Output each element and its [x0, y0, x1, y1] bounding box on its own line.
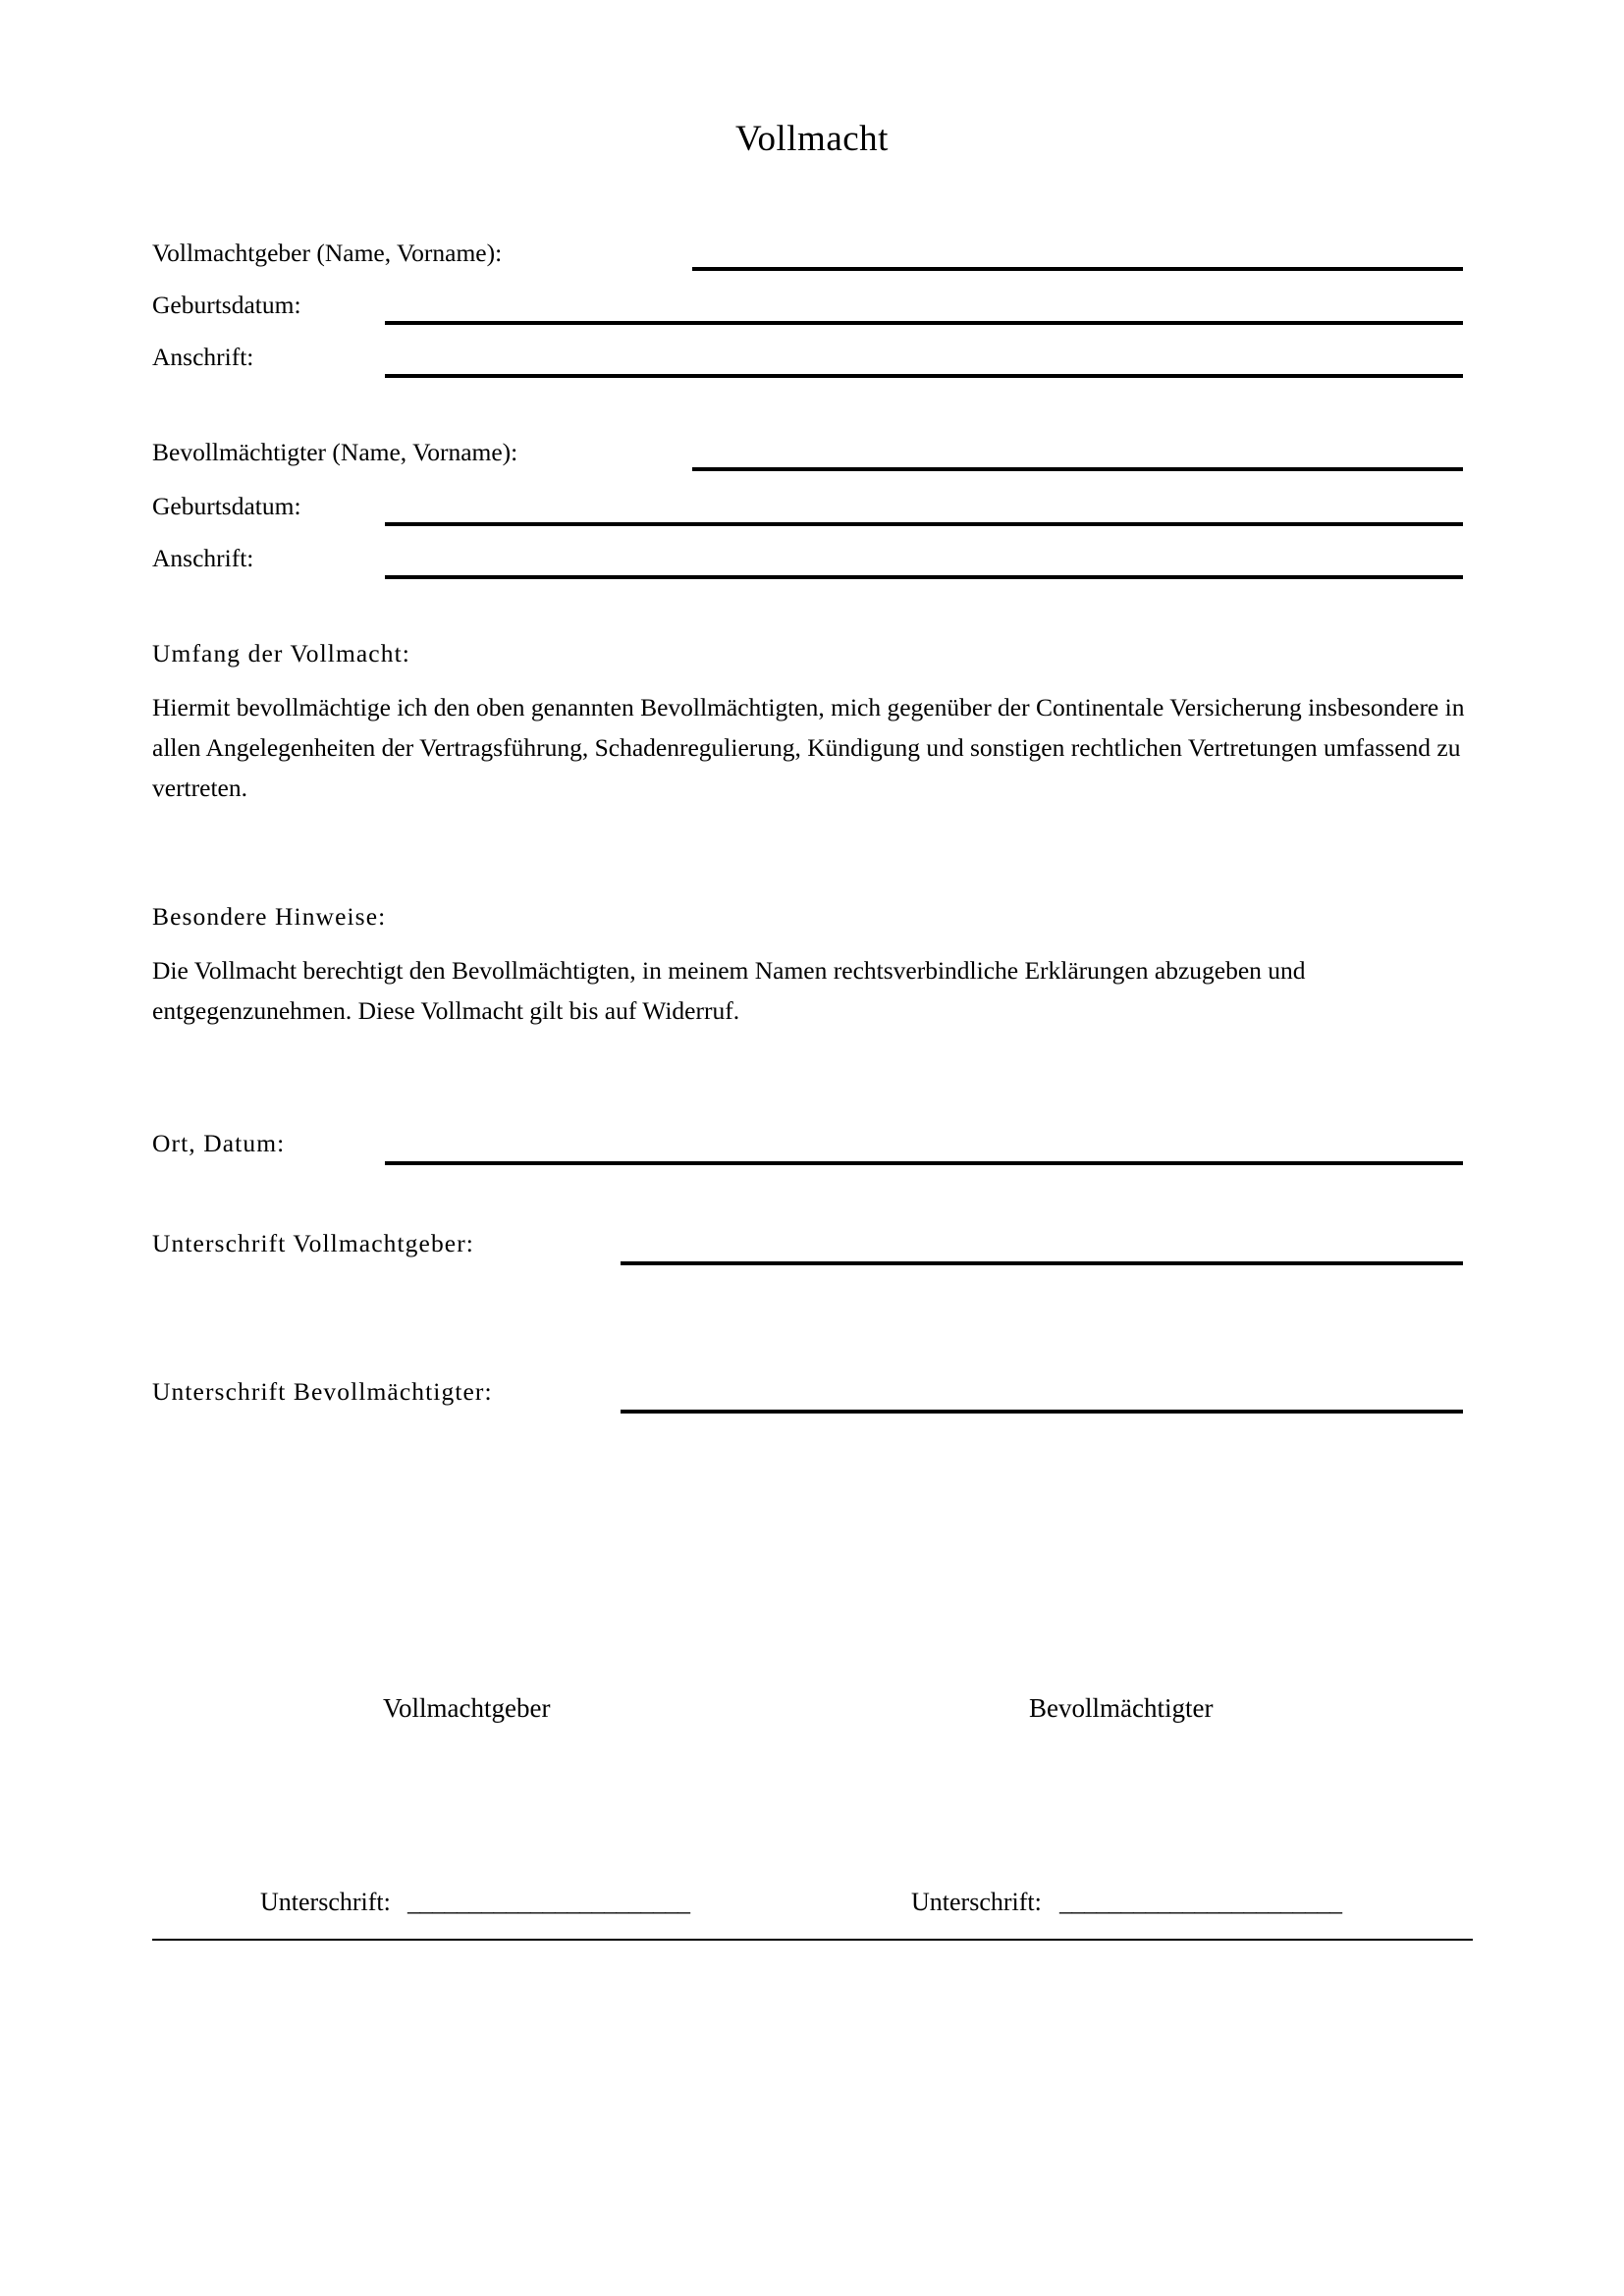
- footer-divider: [152, 1939, 1473, 1941]
- grantor-birthdate-input-line[interactable]: [385, 321, 1463, 325]
- bottom-left-signature-rule[interactable]: _______________________: [407, 1888, 690, 1916]
- grantor-name-input-line[interactable]: [692, 267, 1463, 271]
- grantor-address-label: Anschrift:: [152, 343, 254, 371]
- signature-role-grantor: Vollmachtgeber: [383, 1693, 551, 1723]
- attorney-birthdate-input-line[interactable]: [385, 522, 1463, 526]
- scope-heading: Umfang der Vollmacht:: [152, 639, 410, 667]
- place-date-label: Ort, Datum:: [152, 1129, 286, 1157]
- notes-heading: Besondere Hinweise:: [152, 902, 387, 931]
- grantor-signature-input-line[interactable]: [621, 1261, 1463, 1265]
- attorney-address-label: Anschrift:: [152, 544, 254, 572]
- grantor-name-label: Vollmachtgeber (Name, Vorname):: [152, 239, 503, 267]
- attorney-signature-label: Unterschrift Bevollmächtigter:: [152, 1377, 493, 1406]
- signature-role-attorney: Bevollmächtigter: [1029, 1693, 1214, 1723]
- place-date-input-line[interactable]: [385, 1161, 1463, 1165]
- scope-body-text: Hiermit bevollmächtige ich den oben genannten Bevollmächtigten, mich gegenüber der Continentale Versicherung insbesondere in allen Angelegenheiten der Vertragsführung, Schadenregulierung, Kündigung und sonstigen rechtlichen Vertretungen umfassend zu vertreten.: [152, 693, 1465, 802]
- grantor-signature-label: Unterschrift Vollmachtgeber:: [152, 1229, 474, 1257]
- bottom-right-signature-rule[interactable]: _______________________: [1059, 1888, 1342, 1916]
- attorney-name-input-line[interactable]: [692, 467, 1463, 471]
- attorney-signature-input-line[interactable]: [621, 1410, 1463, 1414]
- bottom-right-signature-label: Unterschrift:: [911, 1888, 1042, 1916]
- bottom-left-signature-label: Unterschrift:: [260, 1888, 391, 1916]
- page-title: Vollmacht: [735, 119, 889, 159]
- notes-body-text: Die Vollmacht berechtigt den Bevollmächtigten, in meinem Namen rechtsverbindliche Erklärungen abzugeben und entgegenzunehmen. Diese Vollmacht gilt bis auf Widerruf.: [152, 956, 1306, 1025]
- attorney-name-label: Bevollmächtigter (Name, Vorname):: [152, 438, 518, 466]
- attorney-address-input-line[interactable]: [385, 575, 1463, 579]
- grantor-birthdate-label: Geburtsdatum:: [152, 291, 301, 319]
- attorney-birthdate-label: Geburtsdatum:: [152, 492, 301, 520]
- grantor-address-input-line[interactable]: [385, 374, 1463, 378]
